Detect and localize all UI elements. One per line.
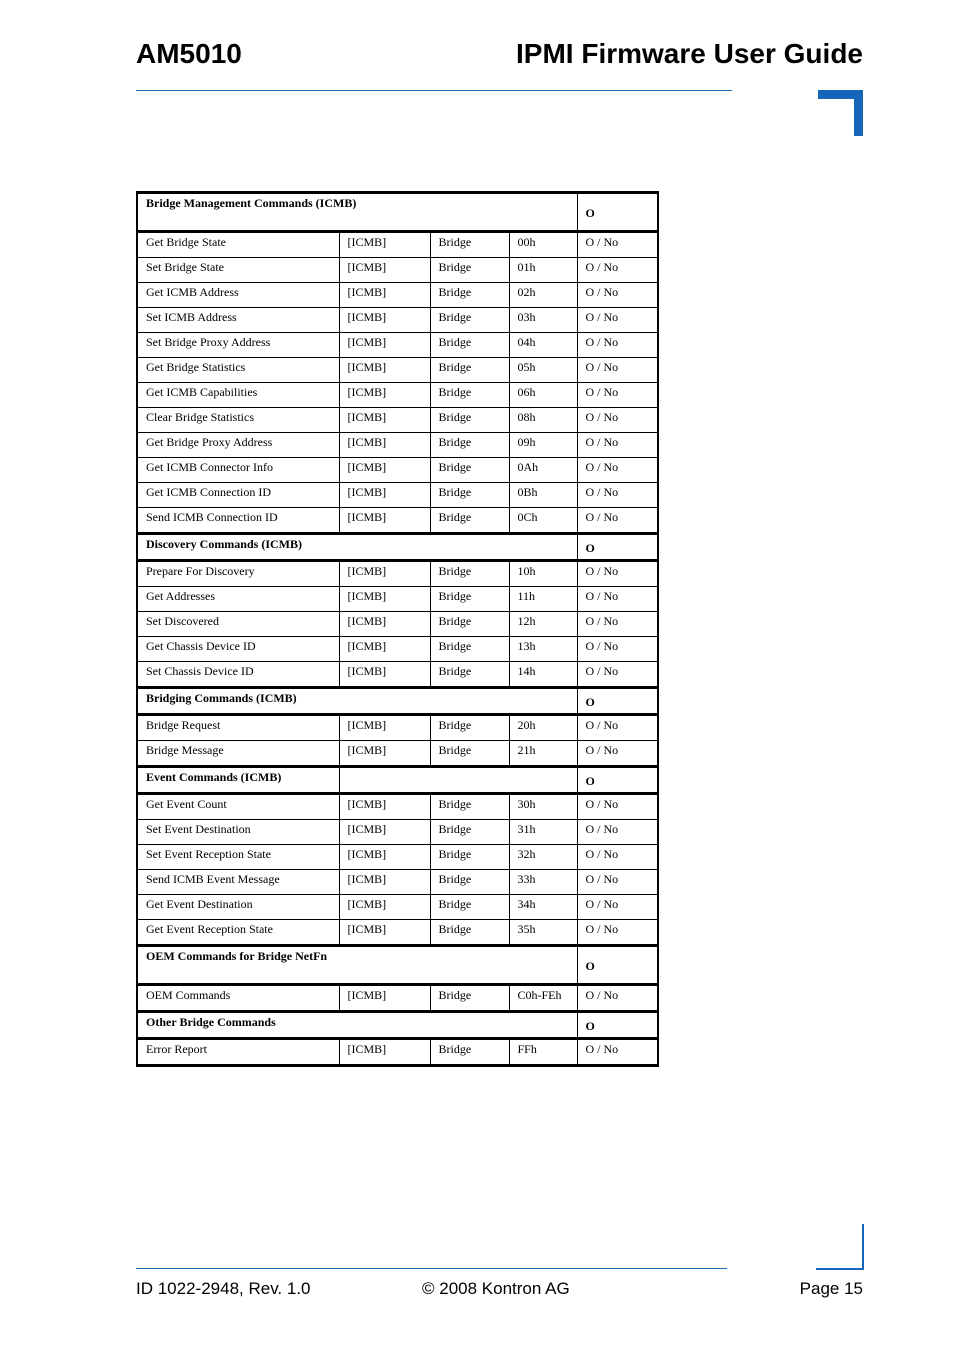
command-netfn: Bridge — [430, 820, 509, 845]
command-code: 34h — [509, 895, 577, 920]
command-name: Send ICMB Connection ID — [137, 508, 339, 534]
table-row — [137, 561, 658, 587]
command-table-body — [137, 193, 658, 1066]
section-title: Bridge Management Commands (ICMB) — [137, 193, 577, 232]
command-code: 01h — [509, 258, 577, 283]
section-title: OEM Commands for Bridge NetFn — [137, 946, 577, 985]
table-row — [137, 308, 658, 333]
command-netfn: Bridge — [430, 561, 509, 587]
command-support: O / No — [577, 895, 658, 920]
command-spec: [ICMB] — [339, 258, 430, 283]
command-support: O / No — [577, 612, 658, 637]
command-code: 10h — [509, 561, 577, 587]
table-row — [137, 483, 658, 508]
section-header-row — [137, 688, 658, 715]
command-spec: [ICMB] — [339, 433, 430, 458]
command-name: Clear Bridge Statistics — [137, 408, 339, 433]
command-spec: [ICMB] — [339, 1039, 430, 1066]
table-row — [137, 258, 658, 283]
command-spec: [ICMB] — [339, 308, 430, 333]
command-support: O / No — [577, 308, 658, 333]
command-code: 35h — [509, 920, 577, 946]
section-title: Event Commands (ICMB) — [137, 767, 339, 794]
command-netfn: Bridge — [430, 383, 509, 408]
command-netfn: Bridge — [430, 232, 509, 258]
command-netfn: Bridge — [430, 895, 509, 920]
command-code: 09h — [509, 433, 577, 458]
command-netfn: Bridge — [430, 408, 509, 433]
section-header-row — [137, 946, 658, 985]
command-name: Get ICMB Address — [137, 283, 339, 308]
command-name: Get Chassis Device ID — [137, 637, 339, 662]
command-code: 33h — [509, 870, 577, 895]
command-code: C0h-FEh — [509, 985, 577, 1012]
command-support: O / No — [577, 232, 658, 258]
section-header-row — [137, 193, 658, 232]
command-code: 21h — [509, 741, 577, 767]
command-spec: [ICMB] — [339, 283, 430, 308]
command-netfn: Bridge — [430, 333, 509, 358]
command-code: 03h — [509, 308, 577, 333]
command-netfn: Bridge — [430, 845, 509, 870]
table-row — [137, 845, 658, 870]
section-requirement: O — [577, 534, 658, 561]
doc-id: ID 1022-2948, Rev. 1.0 — [136, 1279, 311, 1298]
corner-mark-bottom — [816, 1224, 864, 1270]
command-support: O / No — [577, 458, 658, 483]
table-row — [137, 508, 658, 534]
table-row — [137, 820, 658, 845]
corner-mark-top — [818, 90, 863, 136]
command-support: O / No — [577, 920, 658, 946]
command-name: Get Bridge State — [137, 232, 339, 258]
section-header-row — [137, 767, 658, 794]
command-name: Set ICMB Address — [137, 308, 339, 333]
command-name: Set Chassis Device ID — [137, 662, 339, 688]
command-netfn: Bridge — [430, 433, 509, 458]
command-netfn: Bridge — [430, 715, 509, 741]
command-name: Get Addresses — [137, 587, 339, 612]
command-name: Set Event Reception State — [137, 845, 339, 870]
command-name: Prepare For Discovery — [137, 561, 339, 587]
command-spec: [ICMB] — [339, 458, 430, 483]
footer-rule — [136, 1268, 727, 1269]
table-row — [137, 433, 658, 458]
command-support: O / No — [577, 333, 658, 358]
page-number: Page 15 — [799, 1279, 863, 1298]
doc-subtitle: IPMI Firmware User Guide — [516, 38, 863, 69]
command-support: O / No — [577, 985, 658, 1012]
command-support: O / No — [577, 845, 658, 870]
command-netfn: Bridge — [430, 662, 509, 688]
section-title: Bridging Commands (ICMB) — [137, 688, 577, 715]
table-row — [137, 741, 658, 767]
command-name: Get Event Reception State — [137, 920, 339, 946]
command-support: O / No — [577, 358, 658, 383]
section-requirement: O — [577, 1012, 658, 1039]
table-row — [137, 383, 658, 408]
command-name: Get ICMB Connector Info — [137, 458, 339, 483]
command-spec: [ICMB] — [339, 895, 430, 920]
section-header-row — [137, 534, 658, 561]
command-netfn: Bridge — [430, 637, 509, 662]
command-support: O / No — [577, 715, 658, 741]
command-code: 32h — [509, 845, 577, 870]
command-code: 0Ch — [509, 508, 577, 534]
command-code: 20h — [509, 715, 577, 741]
command-spec: [ICMB] — [339, 662, 430, 688]
command-code: 00h — [509, 232, 577, 258]
command-code: 31h — [509, 820, 577, 845]
section-title: Other Bridge Commands — [137, 1012, 577, 1039]
command-netfn: Bridge — [430, 508, 509, 534]
command-spec: [ICMB] — [339, 985, 430, 1012]
command-support: O / No — [577, 662, 658, 688]
command-support: O / No — [577, 741, 658, 767]
command-name: Set Bridge State — [137, 258, 339, 283]
table-row — [137, 637, 658, 662]
command-spec: [ICMB] — [339, 637, 430, 662]
command-support: O / No — [577, 483, 658, 508]
command-code: 0Bh — [509, 483, 577, 508]
table-row — [137, 985, 658, 1012]
command-support: O / No — [577, 1039, 658, 1066]
command-support: O / No — [577, 433, 658, 458]
command-code: 05h — [509, 358, 577, 383]
table-row — [137, 794, 658, 820]
command-support: O / No — [577, 870, 658, 895]
section-requirement: O — [577, 946, 658, 985]
command-name: Send ICMB Event Message — [137, 870, 339, 895]
table-row — [137, 587, 658, 612]
command-name: Set Event Destination — [137, 820, 339, 845]
command-netfn: Bridge — [430, 283, 509, 308]
section-empty-cell — [339, 767, 577, 794]
table-row — [137, 232, 658, 258]
command-code: 0Ah — [509, 458, 577, 483]
command-support: O / No — [577, 794, 658, 820]
command-netfn: Bridge — [430, 458, 509, 483]
table-row — [137, 662, 658, 688]
command-support: O / No — [577, 561, 658, 587]
section-requirement: O — [577, 688, 658, 715]
command-spec: [ICMB] — [339, 587, 430, 612]
command-spec: [ICMB] — [339, 358, 430, 383]
command-netfn: Bridge — [430, 920, 509, 946]
command-name: Bridge Request — [137, 715, 339, 741]
command-spec: [ICMB] — [339, 408, 430, 433]
table-row — [137, 1039, 658, 1066]
command-code: 04h — [509, 333, 577, 358]
table-row — [137, 333, 658, 358]
command-spec: [ICMB] — [339, 383, 430, 408]
table-row — [137, 358, 658, 383]
command-name: Get Bridge Statistics — [137, 358, 339, 383]
command-netfn: Bridge — [430, 612, 509, 637]
command-name: Set Bridge Proxy Address — [137, 333, 339, 358]
command-netfn: Bridge — [430, 258, 509, 283]
command-name: Get Bridge Proxy Address — [137, 433, 339, 458]
command-spec: [ICMB] — [339, 870, 430, 895]
command-code: 12h — [509, 612, 577, 637]
section-requirement: O — [577, 193, 658, 232]
table-row — [137, 408, 658, 433]
command-support: O / No — [577, 587, 658, 612]
command-support: O / No — [577, 820, 658, 845]
command-netfn: Bridge — [430, 308, 509, 333]
doc-title: AM5010 — [136, 38, 242, 69]
command-name: Get Event Count — [137, 794, 339, 820]
table-row — [137, 895, 658, 920]
table-row — [137, 870, 658, 895]
command-netfn: Bridge — [430, 985, 509, 1012]
command-support: O / No — [577, 408, 658, 433]
command-spec: [ICMB] — [339, 483, 430, 508]
command-support: O / No — [577, 637, 658, 662]
command-netfn: Bridge — [430, 1039, 509, 1066]
command-netfn: Bridge — [430, 483, 509, 508]
command-name: Error Report — [137, 1039, 339, 1066]
command-support: O / No — [577, 258, 658, 283]
command-code: 02h — [509, 283, 577, 308]
table-row — [137, 920, 658, 946]
command-netfn: Bridge — [430, 870, 509, 895]
command-code: 14h — [509, 662, 577, 688]
command-table — [136, 191, 659, 1067]
table-row — [137, 458, 658, 483]
command-spec: [ICMB] — [339, 561, 430, 587]
command-spec: [ICMB] — [339, 741, 430, 767]
command-code: FFh — [509, 1039, 577, 1066]
command-spec: [ICMB] — [339, 333, 430, 358]
command-netfn: Bridge — [430, 587, 509, 612]
command-name: Set Discovered — [137, 612, 339, 637]
command-code: 30h — [509, 794, 577, 820]
command-code: 06h — [509, 383, 577, 408]
command-name: Get ICMB Capabilities — [137, 383, 339, 408]
command-code: 13h — [509, 637, 577, 662]
command-spec: [ICMB] — [339, 232, 430, 258]
table-row — [137, 283, 658, 308]
command-spec: [ICMB] — [339, 845, 430, 870]
command-spec: [ICMB] — [339, 715, 430, 741]
command-code: 08h — [509, 408, 577, 433]
command-netfn: Bridge — [430, 794, 509, 820]
command-code: 11h — [509, 587, 577, 612]
command-spec: [ICMB] — [339, 794, 430, 820]
command-support: O / No — [577, 283, 658, 308]
command-name: OEM Commands — [137, 985, 339, 1012]
command-spec: [ICMB] — [339, 820, 430, 845]
command-support: O / No — [577, 508, 658, 534]
command-name: Get ICMB Connection ID — [137, 483, 339, 508]
command-spec: [ICMB] — [339, 920, 430, 946]
table-row — [137, 612, 658, 637]
copyright: © 2008 Kontron AG — [422, 1279, 570, 1298]
section-requirement: O — [577, 767, 658, 794]
command-netfn: Bridge — [430, 358, 509, 383]
command-spec: [ICMB] — [339, 612, 430, 637]
command-name: Bridge Message — [137, 741, 339, 767]
command-support: O / No — [577, 383, 658, 408]
section-header-row — [137, 1012, 658, 1039]
command-name: Get Event Destination — [137, 895, 339, 920]
header-rule — [136, 90, 732, 91]
section-title: Discovery Commands (ICMB) — [137, 534, 577, 561]
table-row — [137, 715, 658, 741]
command-netfn: Bridge — [430, 741, 509, 767]
command-spec: [ICMB] — [339, 508, 430, 534]
